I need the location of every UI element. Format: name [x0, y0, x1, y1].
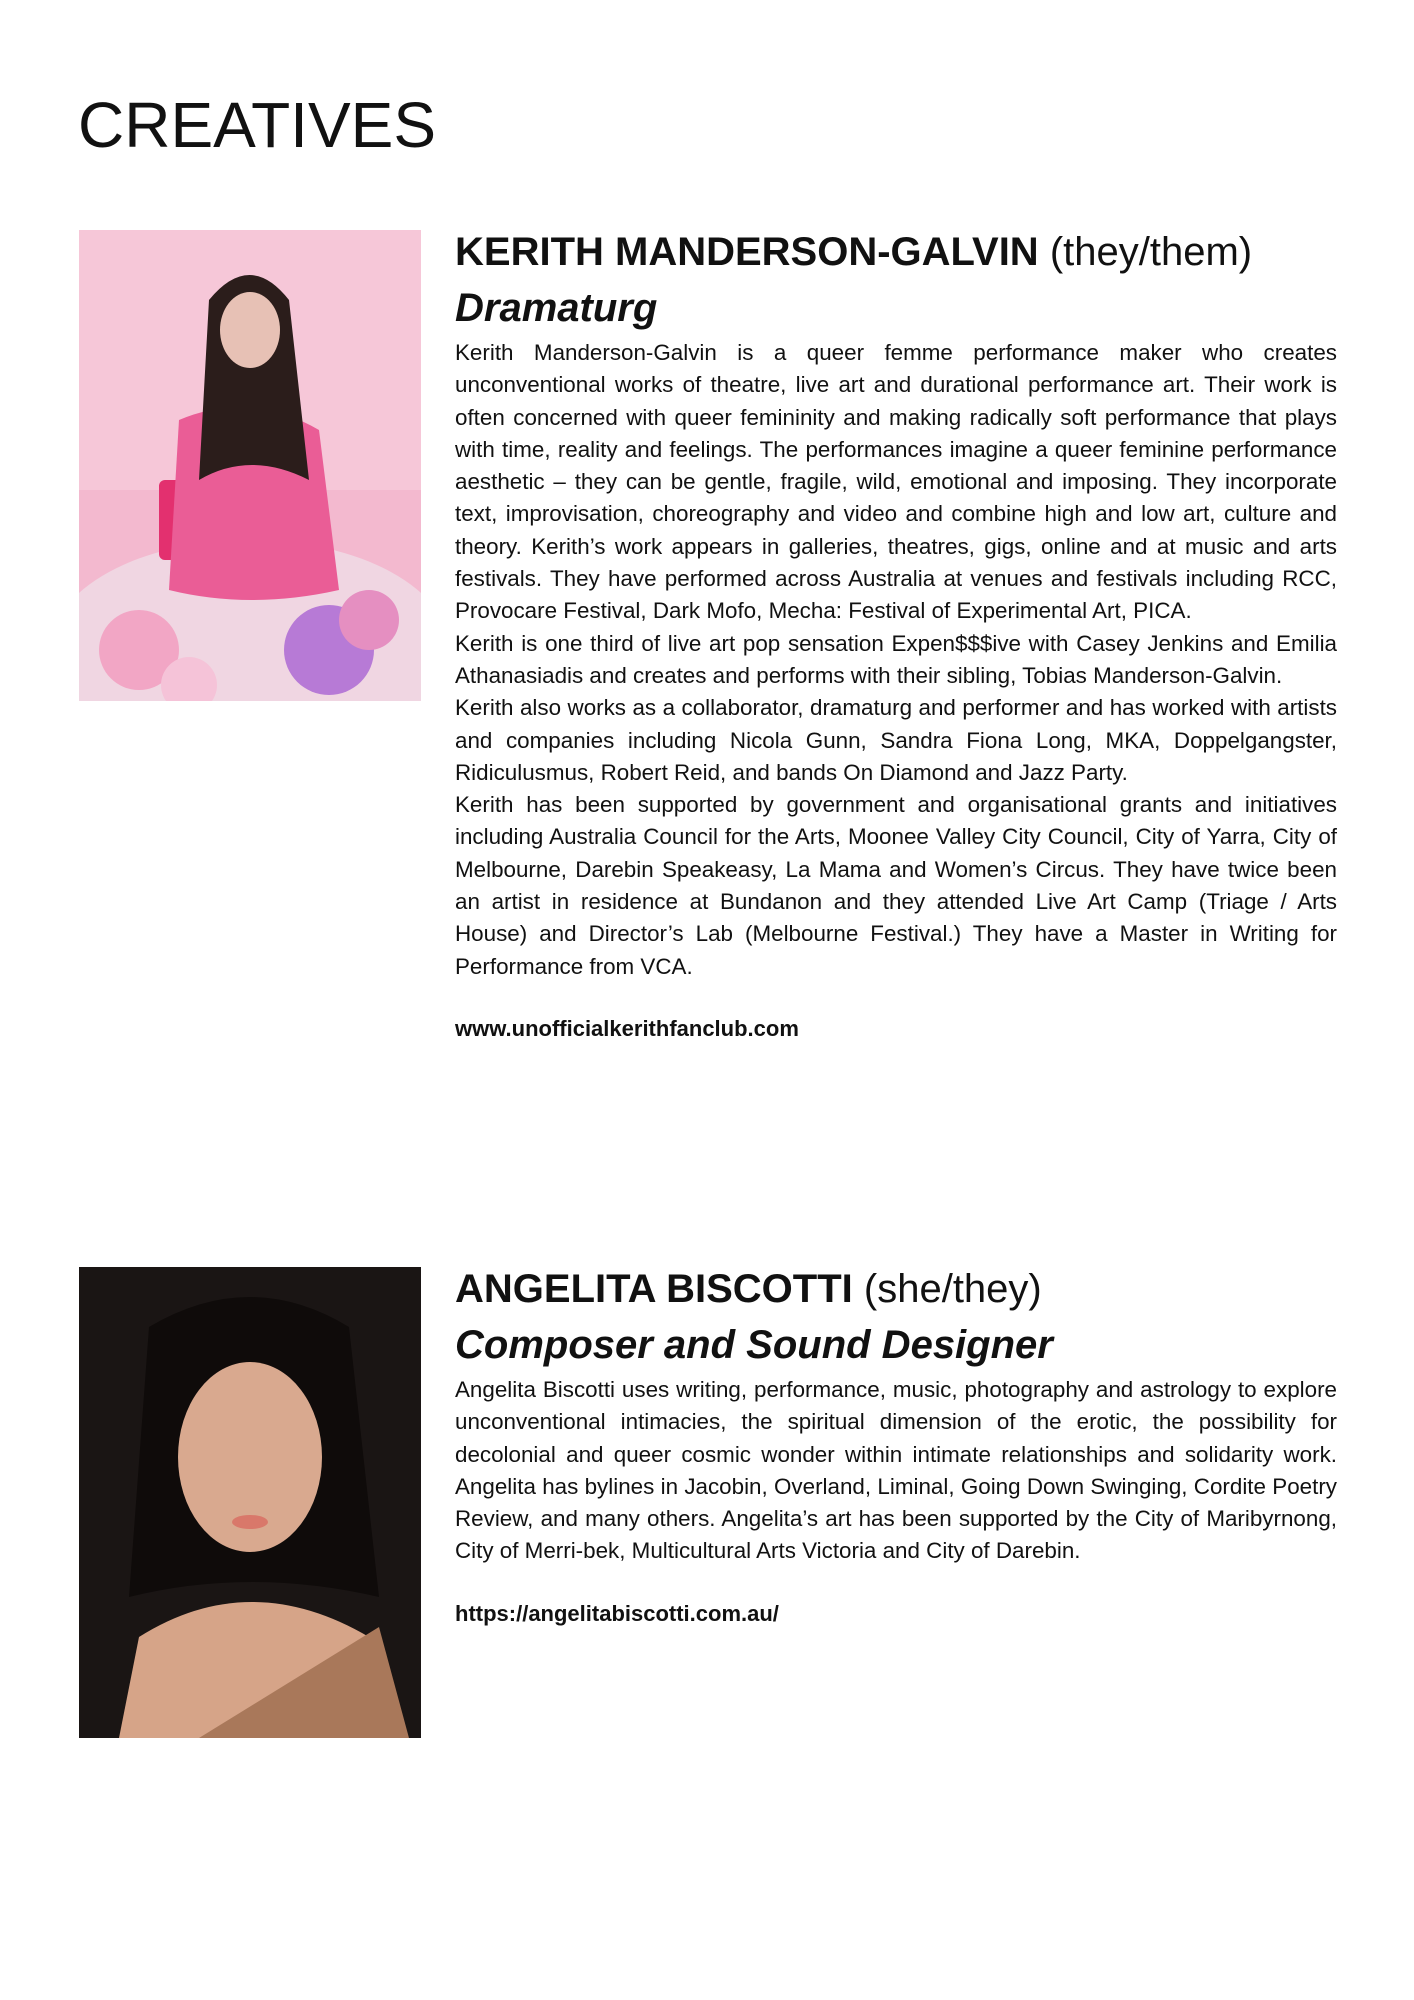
creative-name: KERITH MANDERSON-GALVIN [455, 230, 1039, 274]
bio-paragraph: Angelita Biscotti uses writing, performance, music, photography and astrology to explore unconventional intimacies, the spiritual dimension of the erotic, the possibility for decolonial and queer cosmic wonder within intimate relationships and solidarity work. Angelita has bylines in Jacobin, Overland, Liminal, Going Down Swinging, Cordite Poetry Review, and many others. Angelita’s art has been supported by the City of Maribyrnong, City of Merri-bek, Multicultural Arts Victoria and City of Darebin. [455, 1377, 1337, 1564]
creative-pronouns: (they/them) [1049, 230, 1253, 274]
kerith-name-line [455, 225, 1337, 279]
bio-paragraph: Kerith has been supported by government and organisational grants and initiatives including Australia Council for the Arts, Moonee Valley City Council, City of Yarra, City of Melbourne, Darebin Speakeasy, La Mama and Women’s Circus. They have twice been an artist in residence at Bundanon and they attended Live Art Camp (Triage / Arts House) and Director’s Lab (Melbourne Festival.) They have a Master in Writing for Performance from VCA. [455, 792, 1337, 979]
kerith-bio [455, 225, 1337, 1045]
bio-paragraph: Kerith is one third of live art pop sensation Expen$$$ive with Casey Jenkins and Emilia Athanasiadis and creates and performs with their sibling, Tobias Manderson-Galvin. [455, 630, 1337, 688]
creative-name: ANGELITA BISCOTTI [455, 1267, 853, 1311]
page-title: CREATIVES [78, 89, 436, 161]
angelita-name-line [455, 1262, 1337, 1316]
angelita-portrait-photo [79, 1267, 421, 1738]
angelita-bio [455, 1262, 1337, 1630]
bio-paragraph: Kerith also works as a collaborator, dramaturg and performer and has worked with artists and companies including Nicola Gunn, Sandra Fiona Long, MKA, Doppelgangster, Ridiculusmus, Robert Reid, and bands On Diamond and Jazz Party. [455, 695, 1337, 785]
website-link[interactable]: https://angelitabiscotti.com.au/ [455, 1600, 779, 1626]
creative-pronouns: (she/they) [863, 1267, 1042, 1311]
website-link[interactable]: www.unofficialkerithfanclub.com [455, 1015, 799, 1041]
bio-paragraph: Kerith Manderson-Galvin is a queer femme performance maker who creates unconventional works of theatre, live art and durational performance art. Their work is often concerned with queer femininity and making radically soft performance that plays with time, reality and feelings. The performances imagine a queer feminine performance aesthetic – they can be gentle, fragile, wild, emotional and imposing. They incorporate text, improvisation, choreography and video and combine high and low art, culture and theory. Kerith’s work appears in galleries, theatres, gigs, online and at music and arts festivals. They have performed across Australia at venues and festivals including RCC, Provocare Festival, Dark Mofo, Mecha: Festival of Experimental Art, PICA. [455, 340, 1337, 624]
creative-role: Dramaturg [455, 286, 658, 330]
creative-role: Composer and Sound Designer [455, 1323, 1053, 1367]
kerith-portrait-photo [79, 230, 421, 701]
